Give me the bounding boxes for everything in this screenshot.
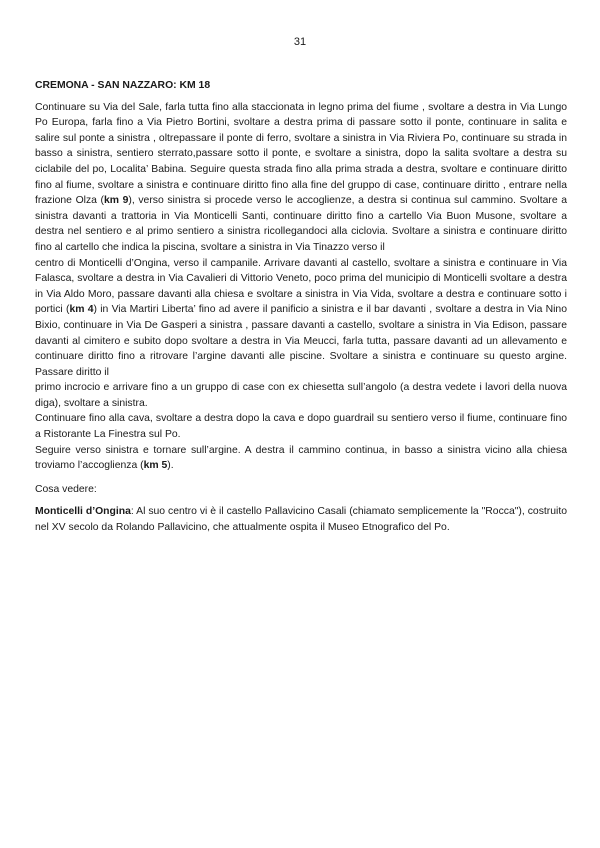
route-description xyxy=(35,100,567,474)
route-text: ). xyxy=(167,460,174,472)
route-text: ), verso sinistra si procede verso le accoglienze, a destra si continua sul cammino. Svoltare a sinistra davanti a trattoria in Via Monticelli Santi, continuare diritto fino a cartello Via Buon Musone, svoltare a destra nel sentiero e al primo sentiero a sinistra ricollegandoci alla ciclovia. Svoltare a sinistra e continuare diritto fino al cartello che indica la piscina, svoltare a sinistra in Via Tinazzo verso il xyxy=(35,195,568,253)
route-paragraph xyxy=(35,443,567,474)
distance-marker: km 5 xyxy=(143,460,168,472)
section-title: CREMONA - SAN NAZZARO: KM 18 xyxy=(35,80,211,91)
route-paragraph xyxy=(35,411,567,442)
route-text: Continuare su Via del Sale, farla tutta fino alla staccionata in legno prima del fiume , svoltare a destra in Via Lungo Po Europa, farla fino a Via Pietro Bortini, svoltare a destra prima di passare sotto il ponte, continuare in salita e salire sul ponte a sinistra , oltrepassare il ponte di ferro, svoltare a sinistra in Via Riviera Po, continuare su strada in basso a sinistra, sentiero sterrato,passare sotto il ponte, e svoltare a sinistra, dopo la salita svoltare a destra su ciclabile del po, Localita’ Babina. Seguire questa strada fino alla prima strada a destra, svoltare e continuare diritto fino al fiume, svoltare a sinistra e continuare diritto fino alla fine del gruppo di case, continuare diritto , entrare nella frazione Olza ( xyxy=(35,101,567,207)
route-text: centro di Monticelli d’Ongina, verso il campanile. Arrivare davanti al castello, svoltare a sinistra e continuare in Via Falasca, svoltare a destra in Via Cavalieri di Vittorio Veneto, poco prima del municipio di Monticelli svoltare a destra in Via Aldo Moro, passare davanti alla chiesa e svoltare a sinistra in Via Vida, svoltare a destra e continuare sotto i portici ( xyxy=(35,257,567,316)
route-text: ) in Via Martiri Liberta’ fino ad avere il panificio a sinistra e il bar davanti , svoltare a destra in Via Nino Bixio, continuare in Via De Gasperi a sinistra , passare davanti a castello, svoltare a sinistra in Via Edison, passare davanti al cimitero e subito dopo svoltare a destra in Via Meucci, farla tutta, passare davanti ad un allevamento e continuare diritto fino a ritrovare l’argine davanti alle piscine. Svoltare a sinistra e continuare su questo argine. Passare diritto il xyxy=(35,304,567,378)
route-paragraph xyxy=(35,100,567,256)
distance-marker: km 9 xyxy=(104,195,129,207)
page-number: 31 xyxy=(293,36,307,48)
highlight-name: Monticelli d’Ongina xyxy=(35,506,131,518)
route-paragraph xyxy=(35,256,567,381)
distance-marker: km 4 xyxy=(69,304,94,316)
route-text: Continuare fino alla cava, svoltare a destra dopo la cava e dopo guardrail su sentiero verso il fiume, continuare fino a Ristorante La Finestra sul Po. xyxy=(35,413,567,441)
highlight-note xyxy=(35,504,567,535)
see-label: Cosa vedere: xyxy=(35,483,97,495)
route-paragraph xyxy=(35,380,567,411)
document-content xyxy=(35,78,567,536)
route-text: primo incrocio e arrivare fino a un gruppo di case con ex chiesetta sull’angolo (a destra vedete i lavori della nuova diga), svoltare a sinistra. xyxy=(35,382,567,409)
route-text: Seguire verso sinistra e tornare sull’argine. A destra il cammino continua, in basso a sinistra vicino alla chiesa troviamo l’accoglienza ( xyxy=(35,444,567,472)
highlight-text: : Al suo centro vi è il castello Pallavicino Casali (chiamato semplicemente la "Rocca"), costruito nel XV secolo da Rolando Pallavicino, che attualmente ospita il Museo Etnografico del Po. xyxy=(35,506,567,534)
